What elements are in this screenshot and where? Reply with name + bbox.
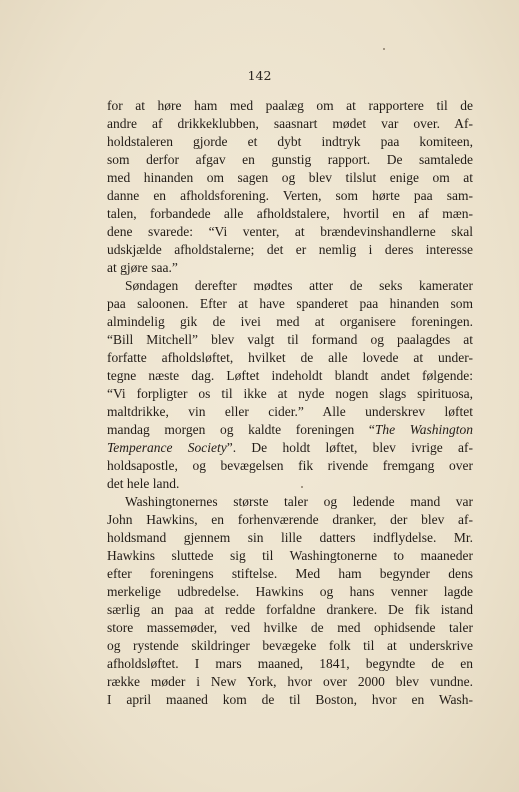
text-line: holdsmand gjennem sin lille datters indflydelse. Mr. [107, 530, 473, 545]
paper-speck [301, 486, 303, 488]
text-line: dene svarede: “Vi venter, at brændevinshandlerne skal [107, 224, 473, 239]
text-line: med hinanden om sagen og blev tilslut enige om at [107, 170, 473, 185]
text-line: “Bill Mitchell” blev valgt til formand og paalagdes at [107, 332, 473, 347]
text-segment: mandag morgen og kaldte foreningen “ [107, 422, 375, 437]
text-line: efter foreningens stiftelse. Med ham begynder dens [107, 566, 473, 581]
text-line: afholdsløftet. I mars maaned, 1841, begyndte de en [107, 656, 473, 671]
text-line: Hawkins sluttede sig til Washingtonerne to maaneder [107, 548, 473, 563]
italic-title: Temperance Society [107, 440, 227, 455]
paper-speck [383, 48, 385, 50]
page-number: 142 [247, 68, 272, 83]
text-line: at gjøre saa.” [107, 260, 178, 275]
text-line: store massemøder, ved hvilke de med ophidsende taler [107, 620, 473, 635]
text-line: særlig an paa at redde forfaldne drankere. De fik istand [107, 602, 473, 617]
text-line: Søndagen derefter mødtes atter de seks kamerater [125, 278, 473, 293]
text-line: holdstaleren gjorde et dybt indtryk paa komiteen, [107, 134, 473, 149]
text-line: almindelig gik de ivei med at organisere foreningen. [107, 314, 473, 329]
text-line: det hele land. [107, 476, 180, 491]
text-line: danne en afholdsforening. Verten, som hørte paa sam- [107, 188, 473, 203]
text-line: maltdrikke, vin eller cider.” Alle underskrev løftet [107, 404, 473, 419]
text-line: for at høre ham med paalæg om at rapportere til de [107, 98, 473, 113]
text-line: John Hawkins, en forhenværende dranker, der blev af- [107, 512, 473, 527]
body-text [107, 97, 473, 709]
text-segment: ”. De holdt løftet, blev ivrige af- [226, 440, 473, 455]
text-line: række møder i New York, hvor over 2000 blev vundne. [107, 674, 473, 689]
text-line: merkelige udbredelse. Hawkins og hans venner lagde [107, 584, 473, 599]
text-line: udskjælde afholdstalerne; det er nemlig i deres interesse [107, 242, 473, 257]
italic-title: The Washington [374, 422, 473, 437]
text-line [107, 421, 473, 439]
text-line: talen, forbandede alle afholdstalere, hvortil en af mæn- [107, 206, 473, 221]
text-line: andre af drikkeklubben, saasnart mødet var over. Af- [107, 116, 473, 131]
text-line: forfatte afholdsløftet, hvilket de alle lovede at under- [107, 350, 473, 365]
text-line: “Vi forpligter os til ikke at nyde nogen slags spirituosa, [107, 386, 473, 401]
text-line: og rystende skildringer bevægeke folk til at underskrive [107, 638, 473, 653]
text-line [107, 439, 473, 457]
text-line: paa saloonen. Efter at have spanderet paa hinanden som [107, 296, 473, 311]
text-line: som derfor afgav en gunstig rapport. De samtalede [107, 152, 473, 167]
text-line: tegne næste dag. Løftet indeholdt blandt andet følgende: [107, 368, 473, 383]
text-line: Washingtonernes største taler og ledende mand var [125, 494, 473, 509]
text-line: I april maaned kom de til Boston, hvor en Wash- [107, 692, 473, 707]
text-line: holdsapostle, og bevægelsen fik rivende fremgang over [107, 458, 473, 473]
